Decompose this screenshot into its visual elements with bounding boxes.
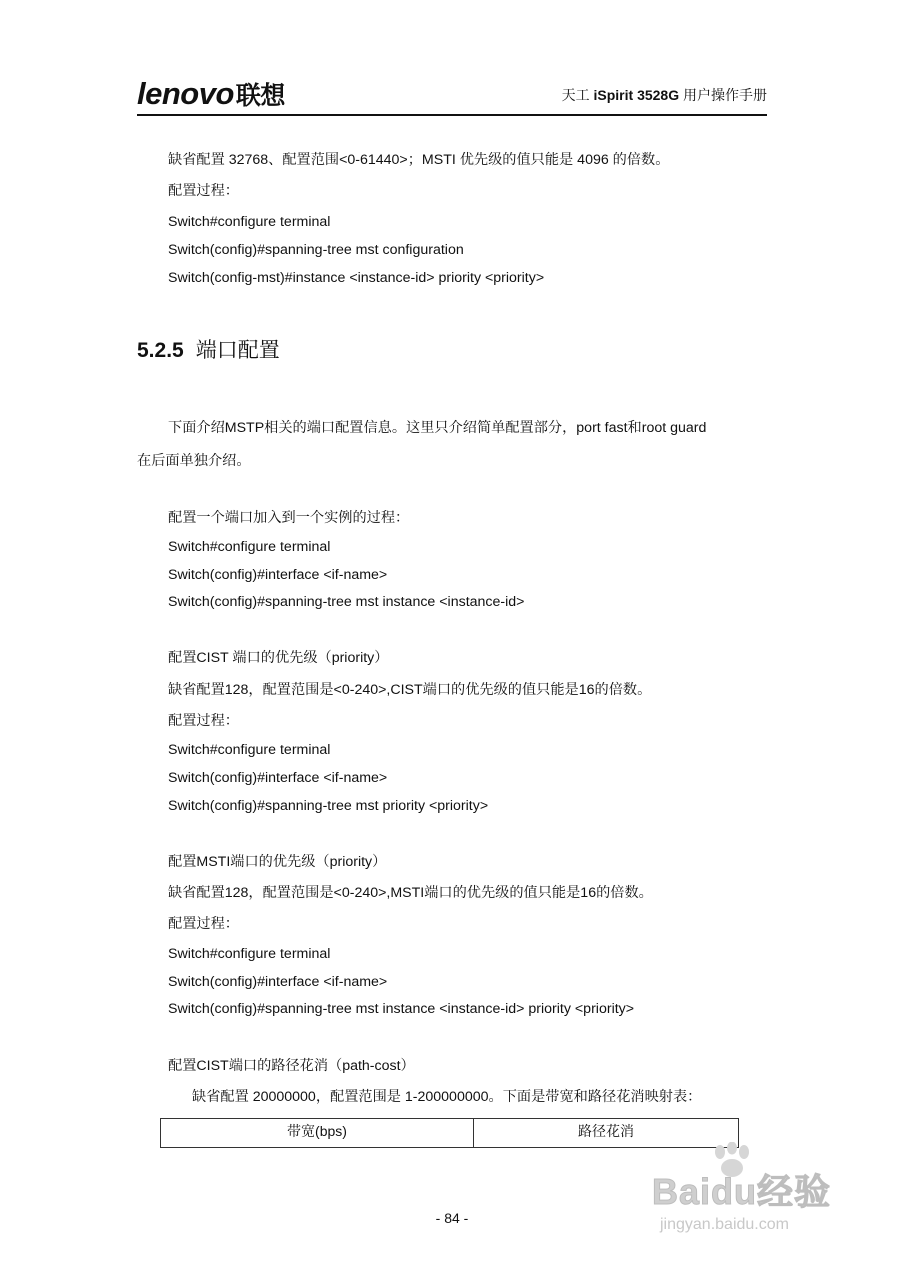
section-number: 5.2.5: [137, 339, 184, 362]
command-line: Switch(config)#spanning-tree mst instance <instance-id>: [168, 594, 525, 610]
command-line: Switch(config)#interface <if-name>: [168, 567, 388, 583]
paragraph-line: 缺省配置128，配置范围是<0-240>,CIST端口的优先级的值只能是16的倍数。: [168, 682, 652, 698]
command-line: Switch#configure terminal: [168, 946, 331, 962]
paragraph-line: 配置CIST端口的路径花消（path-cost）: [168, 1058, 415, 1074]
page-number: - 84 -: [435, 1210, 469, 1226]
logo-text: lenovo: [137, 76, 234, 111]
header-divider: [137, 114, 767, 116]
paragraph-line: 缺省配置128，配置范围是<0-240>,MSTI端口的优先级的值只能是16的倍数。: [168, 885, 653, 901]
paragraph-line: 缺省配置 20000000，配置范围是 1-200000000。下面是带宽和路径花消映射表：: [192, 1089, 702, 1105]
title-prefix: 天工: [561, 87, 594, 103]
command-line: Switch(config)#spanning-tree mst instance <instance-id> priority <priority>: [168, 1001, 635, 1017]
command-line: Switch#configure terminal: [168, 539, 331, 555]
paragraph-line: 配置一个端口加入到一个实例的过程：: [168, 510, 410, 526]
page-header: [137, 70, 767, 116]
table-header-cell: 路径花消: [474, 1119, 739, 1148]
paragraph-line: 配置过程：: [168, 183, 239, 199]
command-line: Switch(config)#spanning-tree mst priority <priority>: [168, 798, 489, 814]
paragraph-line: 下面介绍MSTP相关的端口配置信息。这里只介绍简单配置部分，port fast和root guard: [168, 420, 707, 436]
section-heading: [137, 334, 280, 364]
logo-cn-text: 联想: [235, 82, 285, 110]
section-title: 端口配置: [195, 339, 280, 362]
title-suffix: 用户操作手册: [679, 87, 767, 103]
watermark-brand: Baidu经验: [652, 1171, 832, 1212]
command-line: Switch(config)#spanning-tree mst configuration: [168, 242, 464, 258]
paragraph-line: 在后面单独介绍。: [137, 453, 251, 469]
command-line: Switch(config)#interface <if-name>: [168, 974, 388, 990]
paragraph-line: 缺省配置 32768、配置范围<0-61440>；MSTI 优先级的值只能是 4096 的倍数。: [168, 152, 670, 168]
command-line: Switch(config-mst)#instance <instance-id> priority <priority>: [168, 270, 545, 286]
baidu-watermark: [640, 1142, 860, 1242]
paragraph-line: 配置过程：: [168, 713, 239, 729]
command-line: Switch#configure terminal: [168, 214, 331, 230]
command-line: Switch(config)#interface <if-name>: [168, 770, 388, 786]
title-product: iSpirit 3528G: [593, 87, 680, 103]
document-title: [562, 85, 767, 105]
command-line: Switch#configure terminal: [168, 742, 331, 758]
watermark-url: jingyan.baidu.com: [660, 1216, 789, 1233]
paragraph-line: 配置MSTI端口的优先级（priority）: [168, 854, 387, 870]
paragraph-line: 配置CIST 端口的优先级（priority）: [168, 650, 389, 666]
paragraph-line: 配置过程：: [168, 916, 239, 932]
table-header-cell: 带宽(bps): [161, 1119, 474, 1148]
lenovo-logo: [137, 78, 285, 109]
